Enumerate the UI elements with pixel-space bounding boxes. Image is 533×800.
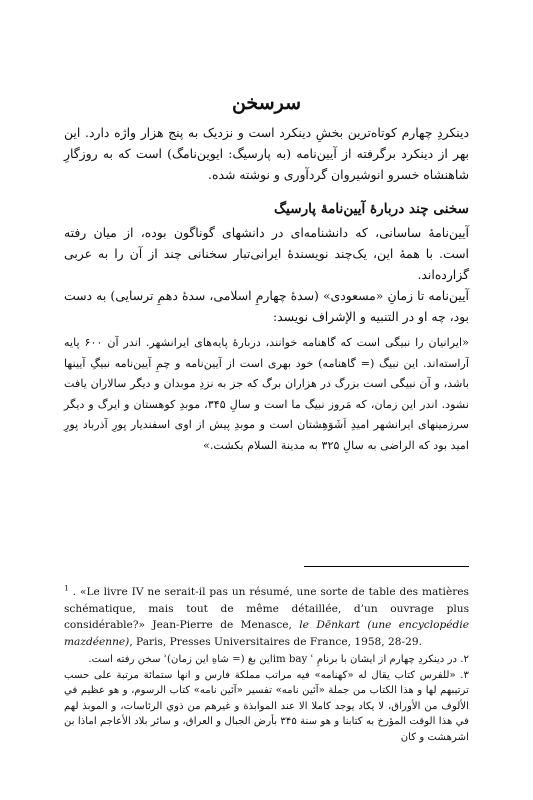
footnote-1-book-title: le Dēnkart [299, 619, 360, 631]
footnote-1-number: 1 [64, 583, 69, 593]
footnote-1-publisher: , Paris, Presses Universitaires de France, 1958, 28-29. [129, 635, 422, 648]
footnote-1-quote: . «Le livre IV ne serait-il pas un résumé, une sorte de table des matières schématique, mais tout de même détaillée, d’un ouvrage plus considérable?» [64, 586, 469, 631]
footnotes-persian [64, 652, 469, 746]
page-title: سرسخن [231, 92, 302, 114]
masudi-quote: «ایرانیان را نبیگی است که گاهنامه خوانند، دربارهٔ پایه‌های ایرانشهر. اندر آن ۶۰۰ پایه آراسته‌اند. این نبیگ (= گاهنامه) خود بهری است از آیین‌نامه و چمِ آیین‌نامه نبیگِ آیینها باشد، و آن نبیگی است بزرگ در هزاران برگ که جز به نزدِ موبدان و دیگر سالاران یافت نشود. اندر این زمان، که مَروز نبیگ ما است و سالِ ۳۴۵، موبدِ کوهستان و ایرگ و دیگر سرزمینهای ایرانشهر امیدِ اَشَوَهِشتان است و موبدِ پیش از اوی اسفندیار پورِ آذرباد پورِ امید بود که الراضی به سالِ ۳۲۵ به مدینة السلام بکشت.» [64, 336, 469, 452]
section-heading: سخنی چند دربارهٔ آیین‌نامهٔ پارسیگ [273, 201, 469, 217]
intro-paragraph [64, 122, 469, 185]
footnote-separator [304, 566, 469, 567]
main-text [64, 122, 469, 456]
footnote-1-book-subtitle: (une encyclopédie mazdéenne) [64, 619, 469, 648]
footnote-2: ۲. در دینکردِ چهارم از ایشان با برنامِ im bay ʿاین بغ (= شاهِ این زمان)ʾ سخن رفته است. [88, 654, 469, 665]
paragraph-masudi: آیین‌نامه تا زمانِ «مسعودی» (سدهٔ چهارمِ اسلامی، سدهٔ دهمِ ترسایی) به دست بود، چه او در التنبیه و الإشراف نویسد: [64, 288, 469, 324]
footnote-1 [64, 584, 469, 650]
footnote-3: ۳. «للفرس كتاب يقال له «كهنامه» فيه مراتب مملكة فارس و انها ستمائة مرتبة على حسب ترتيبهم لها و هذا الكتاب من جملة «آئين نامه» تفسير «آئين نامه» كتاب الرسوم، و هو عظيم في الألوف من الأوراق، لا يكاد يوجد كاملا الا عند الموابذة و غيرهم من ذوي الرئاسات، و الموبذ لهم في هذا الوقت المؤرخ به كتابنا و هو سنة ۳۴۵ بأرض الجبال و العراق، و سائر بلاد الأعاجم اماذا بن اشرهشت و كان [64, 669, 469, 743]
intro-paragraph-text: دینکردِ چهارم کوتاه‌ترین بخشِ دینکرد است و نزدیک به پنج هزار واژه دارد. این بهر از دینکرد برگرفته از آیین‌نامه (به پارسیگ: ایوین‌نامگ) است که به روزگارِ شاهنشاه خسرو انوشیروان گردآوری و نوشته شده. [64, 125, 469, 182]
footnote-1-author: Jean-Pierre de Menasce, [152, 619, 292, 631]
paragraph-ayin-nameh: آیین‌نامهٔ ساسانی، که دانشنامه‌ای در دانشهای گوناگون بوده، از میان رفته است. با همهٔ این، یک‌چند نویسندهٔ ایرانی‌تبار سخنانی چند از آن را به عربی گزارده‌اند. [64, 225, 469, 282]
